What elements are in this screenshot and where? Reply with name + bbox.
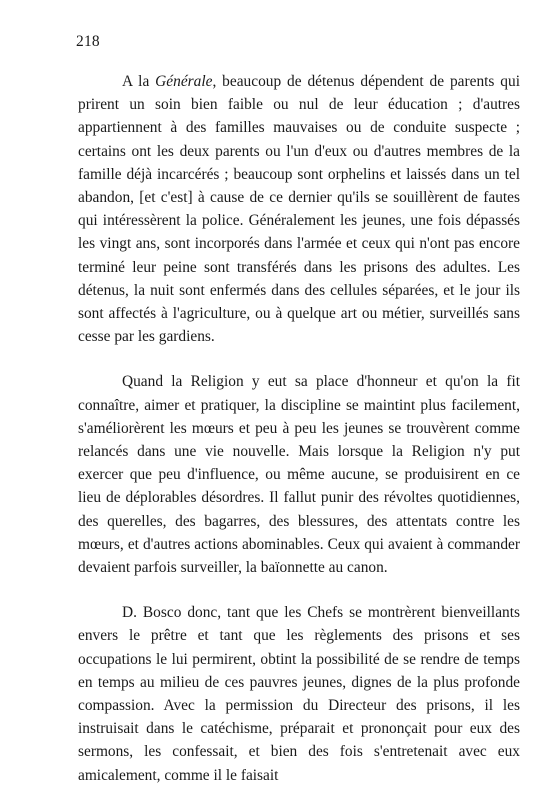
paragraph-3: D. Bosco donc, tant que les Chefs se montrèrent bienveillants envers le prêtre et tant que les règlements des prisons et ses occupations le lui permirent, obtint la possibilité de se rendre de temps en temps au milieu de ces pauvres jeunes, dignes de la plus profonde compassion. Avec la permission du Directeur des prisons, il les instruisait dans le catéchisme, préparait et prononçait pour eux des sermons, les confessait, et bien des fois s'entretenait avec eux amicalement, comme il le faisait (78, 604, 520, 784)
paragraph-2: Quand la Religion y eut sa place d'honneur et qu'on la fit connaître, aimer et pratiquer, la discipline se maintint plus facilement, s'améliorèrent les mœurs et peu à peu les jeunes se trouvèrent comme relancés dans une vie nouvelle. Mais lorsque la Religion n'y put exercer que peu d'influence, ou même aucune, se produisirent en ce lieu de déplorables désordres. Il fallut punir des révoltes quotidiennes, des querelles, des bagarres, des blessures, des attentats contre les mœurs, et d'autres actions abominables. Ceux qui avaient à commander devaient parfois surveiller, la baïonnette au canon. (78, 373, 520, 577)
body-text (78, 70, 520, 787)
paragraph-1-lead: A la (122, 73, 156, 90)
paragraph-1 (78, 70, 520, 348)
paragraph-1-text: , beaucoup de détenus dépendent de parents qui prirent un soin bien faible ou nul de leur éducation ; d'autres appartiennent à des familles mauvaises ou de conduite suspecte ; certains ont les deux parents ou l'un d'eux ou d'autres membres de la famille déjà incarcérés ; beaucoup sont orphelins et laissés dans un tel abandon, [et c'est] à cause de ce dernier qu'ils se souillèrent de fautes qui intéressèrent la police. Généralement les jeunes, une fois dépassés les vingt ans, sont incorporés dans l'armée et ceux qui n'ont pas encore terminé leur peine sont transférés dans les prisons des adultes. Les détenus, la nuit sont enfermés dans des cellules séparées, et le jour ils sont affectés à l'agriculture, ou à quelque art ou métier, surveillés sans cesse par les gardiens. (78, 73, 520, 346)
page-number: 218 (76, 33, 100, 50)
paragraph-1-emphasis: Générale (155, 73, 213, 90)
